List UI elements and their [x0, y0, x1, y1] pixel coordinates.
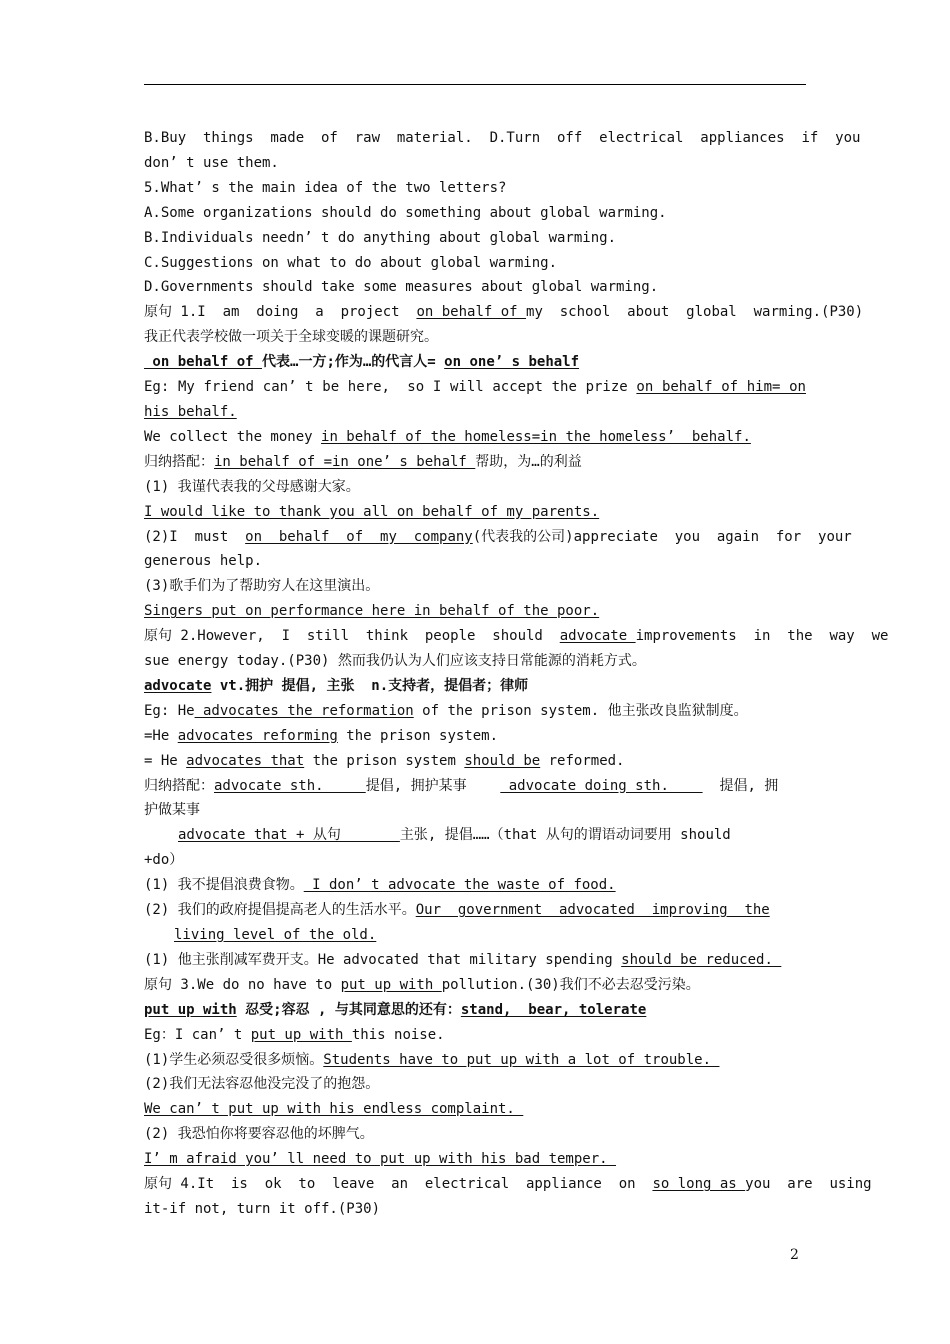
exercise: (2)I must on behalf of my company(代表我的公司)appreciate you again for your — [144, 528, 852, 545]
text-line: don’ t use them. — [144, 154, 279, 171]
answer: Singers put on performance here in behalf of the poor. — [144, 603, 600, 620]
collocation-continued: +do） — [144, 852, 184, 869]
option-d: D.Governments should take some measures about global warming. — [144, 279, 659, 296]
example-continued: his behalf. — [144, 403, 237, 420]
collocation-continued: 护做某事 — [144, 802, 200, 819]
exercise: (1) 我不提倡浪费食物。 I don’ t advocate the waste of food. — [144, 877, 616, 894]
phrase: on behalf of — [416, 304, 527, 321]
exercise: (2) 我们的政府提倡提高老人的生活水平。Our government advocated improving the — [144, 902, 770, 919]
exercise: (3)歌手们为了帮助穷人在这里演出。 — [144, 578, 380, 595]
collocation: advocate that + 从句 主张, 提倡……（that 从句的谓语动词要用 should — [178, 827, 731, 844]
phrase-heading: advocate vt.拥护 提倡, 主张 n.支持者，提倡者；律师 — [144, 677, 529, 694]
collocation: 归纳搭配：in behalf of =in one’ s behalf 帮助，为…的利益 — [144, 453, 582, 470]
text-line: B.Buy things made of raw material. D.Turn off electrical appliances if you — [144, 130, 861, 146]
example: = He advocates that the prison system should be reformed. — [144, 752, 625, 769]
answer: We can’ t put up with his endless complaint. — [144, 1101, 524, 1118]
example: Eg：I can’ t put up with this noise. — [144, 1026, 445, 1043]
option-c: C.Suggestions on what to do about global warming. — [144, 254, 558, 271]
page-number: 2 — [790, 1247, 799, 1263]
exercise: (1) 他主张削减军费开支。He advocated that military spending should be reduced. — [144, 951, 782, 968]
document-body — [144, 126, 889, 1222]
exercise: (1) 我谨代表我的父母感谢大家。 — [144, 478, 360, 495]
translation: 我正代表学校做一项关于全球变暖的课题研究。 — [144, 329, 438, 346]
exercise: (2) 我恐怕你将要容忍他的坏脾气。 — [144, 1126, 374, 1143]
example: =He advocates reforming the prison system. — [144, 727, 499, 744]
source-sentence-2: 原句 2.However, I still think people should advocate improvements in the way we — [144, 628, 889, 645]
exercise-continued: generous help. — [144, 553, 263, 570]
source-sentence-3: 原句 3.We do no have to put up with pollution.(30)我们不必去忍受污染。 — [144, 976, 700, 993]
answer: I would like to thank you all on behalf of my parents. — [144, 503, 600, 520]
phrase-heading: on behalf of 代表…一方;作为…的代言人= on one’ s behalf — [144, 354, 580, 371]
answer: I’ m afraid you’ ll need to put up with his bad temper. — [144, 1151, 617, 1168]
source-sentence-1: 原句 1.I am doing a project on behalf of my school about global warming.(P30) — [144, 304, 864, 321]
option-a: A.Some organizations should do something about global warming. — [144, 204, 667, 221]
example: Eg: My friend can’ t be here, so I will accept the prize on behalf of him= on — [144, 379, 806, 396]
translation: sue energy today.(P30) 然而我仍认为人们应该支持日常能源的消耗方式。 — [144, 653, 646, 670]
phrase-heading: put up with 忍受;容忍 , 与其同意思的还有：stand, bear, tolerate — [144, 1001, 647, 1018]
answer-continued: living level of the old. — [174, 927, 377, 943]
text-line: it-if not, turn it off.(P30) — [144, 1200, 381, 1217]
question: 5.What’ s the main idea of the two letters? — [144, 179, 507, 196]
header-rule — [144, 84, 806, 85]
option-b: B.Individuals needn’ t do anything about global warming. — [144, 229, 617, 246]
exercise: (2)我们无法容忍他没完没了的抱怨。 — [144, 1076, 380, 1093]
source-sentence-4: 原句 4.It is ok to leave an electrical appliance on so long as you are using — [144, 1176, 872, 1193]
collocation: 归纳搭配：advocate sth. 提倡, 拥护某事 advocate doing sth. 提倡, 拥 — [144, 777, 779, 794]
exercise: (1)学生必须忍受很多烦恼。Students have to put up with a lot of trouble. — [144, 1051, 720, 1068]
example: Eg: He advocates the reformation of the prison system. 他主张改良监狱制度。 — [144, 702, 748, 719]
example: We collect the money in behalf of the homeless=in the homeless’ behalf. — [144, 428, 751, 445]
